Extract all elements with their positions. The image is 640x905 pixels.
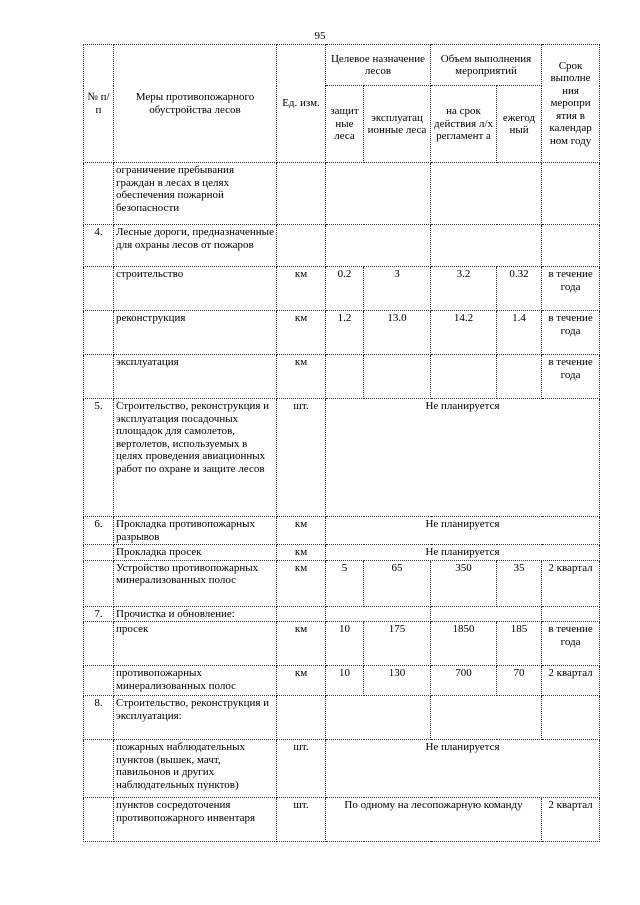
- row-unit: км: [277, 517, 326, 545]
- row-measure: эксплуатация: [114, 355, 277, 399]
- row-exploitation: 175: [364, 622, 431, 666]
- row-purpose: [326, 696, 431, 740]
- row-purpose: [326, 225, 431, 267]
- row-volume: [431, 606, 542, 622]
- row-term: [431, 355, 497, 399]
- row-measure: Прокладка противопожарных разрывов: [114, 517, 277, 545]
- row-unit: [277, 606, 326, 622]
- row-unit: [277, 163, 326, 225]
- row-term: 1850: [431, 622, 497, 666]
- row-term: 700: [431, 666, 497, 696]
- header-exploitation: эксплуатац ионные леса: [364, 86, 431, 163]
- row-term: 14.2: [431, 311, 497, 355]
- row-volume: [431, 225, 542, 267]
- row-term: 350: [431, 560, 497, 606]
- row-deadline: [542, 163, 600, 225]
- row-num: [84, 311, 114, 355]
- row-protective: [326, 355, 364, 399]
- table-row: [84, 696, 600, 740]
- row-deadline: в течение года: [542, 355, 600, 399]
- row-protective: 0.2: [326, 267, 364, 311]
- row-num: [84, 740, 114, 798]
- row-unit: км: [277, 545, 326, 561]
- fire-measures-table: [83, 44, 600, 842]
- row-unit: [277, 696, 326, 740]
- table-row: [84, 311, 600, 355]
- not-planned-note: Не планируется: [326, 740, 600, 798]
- header-unit: Ед. изм.: [277, 45, 326, 163]
- not-planned-note: Не планируется: [326, 517, 600, 545]
- row-exploitation: 3: [364, 267, 431, 311]
- row-protective: 5: [326, 560, 364, 606]
- table-row: [84, 606, 600, 622]
- row-num: [84, 560, 114, 606]
- row-annual: 70: [497, 666, 542, 696]
- row-num: [84, 163, 114, 225]
- page-number: 95: [314, 30, 326, 42]
- row-annual: 35: [497, 560, 542, 606]
- row-measure: Прокладка просек: [114, 545, 277, 561]
- row-exploitation: 130: [364, 666, 431, 696]
- row-num: [84, 545, 114, 561]
- row-deadline: [542, 696, 600, 740]
- row-measure: ограничение пребывания граждан в лесах в целях обеспечения пожарной безопасности: [114, 163, 277, 225]
- row-measure: пожарных наблюдательных пунктов (вышек, мачт, павильонов и других наблюдательных пунктов): [114, 740, 277, 798]
- table-row: [84, 666, 600, 696]
- table-row: [84, 399, 600, 517]
- not-planned-note: Не планируется: [326, 399, 600, 517]
- row-exploitation: 13.0: [364, 311, 431, 355]
- header-volume: Объем выполнения мероприятий: [431, 45, 542, 86]
- table-row: [84, 267, 600, 311]
- row-protective: 10: [326, 622, 364, 666]
- row-unit: шт.: [277, 399, 326, 517]
- row-num: [84, 798, 114, 842]
- table-row: [84, 163, 600, 225]
- row-deadline: [542, 225, 600, 267]
- row-measure: строительство: [114, 267, 277, 311]
- row-unit: шт.: [277, 740, 326, 798]
- row-protective: 10: [326, 666, 364, 696]
- row-measure: противопожарных минерализованных полос: [114, 666, 277, 696]
- row-unit: км: [277, 560, 326, 606]
- one-per-team-note: По одному на лесопожарную команду: [326, 798, 542, 842]
- row-volume: [431, 163, 542, 225]
- table-row: [84, 740, 600, 798]
- header-annual: ежегод ный: [497, 86, 542, 163]
- row-num: 7.: [84, 606, 114, 622]
- row-measure: Строительство, реконструкция и эксплуатация:: [114, 696, 277, 740]
- table-row: [84, 225, 600, 267]
- row-measure: Устройство противопожарных минерализованных полос: [114, 560, 277, 606]
- row-term: 3.2: [431, 267, 497, 311]
- row-measure: просек: [114, 622, 277, 666]
- row-volume: [431, 696, 542, 740]
- row-measure: Строительство, реконструкция и эксплуатация посадочных площадок для самолетов, вертолетов, используемых в целях проведения авиационных работ по охране и защите лесов: [114, 399, 277, 517]
- header-measures: Меры противопожарного обустройства лесов: [114, 45, 277, 163]
- row-num: 8.: [84, 696, 114, 740]
- row-num: 5.: [84, 399, 114, 517]
- row-unit: км: [277, 311, 326, 355]
- row-deadline: 2 квартал: [542, 560, 600, 606]
- row-unit: км: [277, 622, 326, 666]
- row-exploitation: [364, 355, 431, 399]
- table-row: [84, 355, 600, 399]
- header-num: № п/п: [84, 45, 114, 163]
- table-row: [84, 798, 600, 842]
- table-row: [84, 517, 600, 545]
- row-deadline: в течение года: [542, 267, 600, 311]
- row-purpose: [326, 163, 431, 225]
- row-protective: 1.2: [326, 311, 364, 355]
- header-protective: защит ные леса: [326, 86, 364, 163]
- table-row: [84, 560, 600, 606]
- row-deadline: 2 квартал: [542, 798, 600, 842]
- row-exploitation: 65: [364, 560, 431, 606]
- row-unit: км: [277, 666, 326, 696]
- row-measure: реконструкция: [114, 311, 277, 355]
- row-annual: [497, 355, 542, 399]
- row-unit: шт.: [277, 798, 326, 842]
- row-num: 4.: [84, 225, 114, 267]
- row-measure: Прочистка и обновление:: [114, 606, 277, 622]
- row-deadline: 2 квартал: [542, 666, 600, 696]
- row-num: 6.: [84, 517, 114, 545]
- row-measure: Лесные дороги, предназначенные для охраны лесов от пожаров: [114, 225, 277, 267]
- row-purpose: [326, 606, 431, 622]
- row-deadline: [542, 606, 600, 622]
- header-deadline: Срок выполне ния меропри ятия в календар ном году: [542, 45, 600, 163]
- row-num: [84, 666, 114, 696]
- row-annual: 185: [497, 622, 542, 666]
- row-deadline: в течение года: [542, 622, 600, 666]
- row-unit: [277, 225, 326, 267]
- header-term: на срок действия л/х регламент а: [431, 86, 497, 163]
- row-num: [84, 267, 114, 311]
- row-num: [84, 622, 114, 666]
- row-unit: км: [277, 355, 326, 399]
- row-annual: 0.32: [497, 267, 542, 311]
- header-purpose: Целевое назначение лесов: [326, 45, 431, 86]
- row-unit: км: [277, 267, 326, 311]
- row-measure: пунктов сосредоточения противопожарного инвентаря: [114, 798, 277, 842]
- row-deadline: в течение года: [542, 311, 600, 355]
- not-planned-note: Не планируется: [326, 545, 600, 561]
- table-row: [84, 622, 600, 666]
- row-num: [84, 355, 114, 399]
- table-row: [84, 545, 600, 561]
- row-annual: 1.4: [497, 311, 542, 355]
